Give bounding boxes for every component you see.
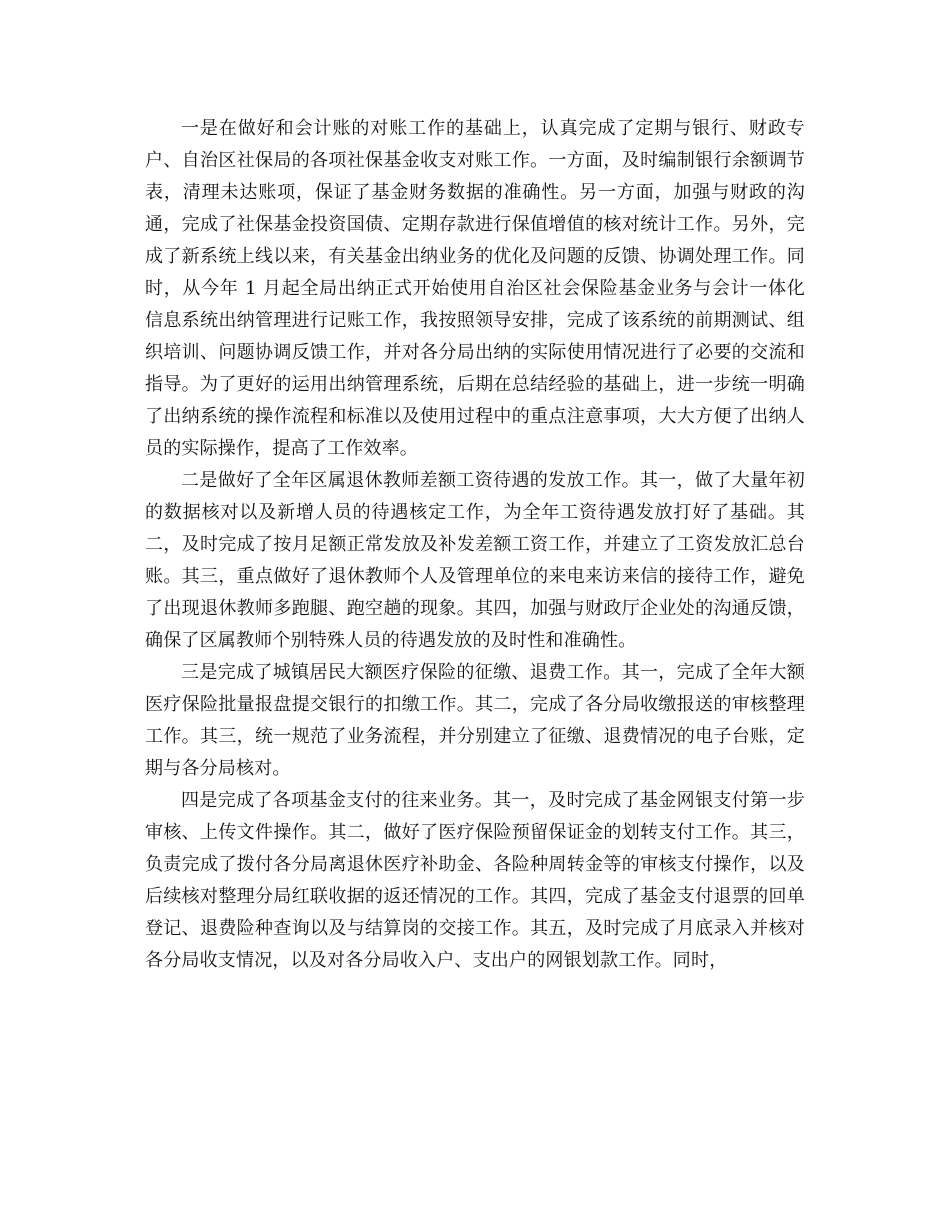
document-page	[145, 113, 805, 977]
paragraph-2: 二是做好了全年区属退休教师差额工资待遇的发放工作。其一，做了大量年初的数据核对以及新增人员的待遇核定工作，为全年工资待遇发放打好了基础。其二，及时完成了按月足额正常发放及补发差额工资工作，并建立了工资发放汇总台账。其三，重点做好了退休教师个人及管理单位的来电来访来信的接待工作，避免了出现退休教师多跑腿、跑空趟的现象。其四，加强与财政厅企业处的沟通反馈，确保了区属教师个别特殊人员的待遇发放的及时性和准确性。	[145, 470, 805, 651]
paragraph-3: 三是完成了城镇居民大额医疗保险的征缴、退费工作。其一，完成了全年大额医疗保险批量报盘提交银行的扣缴工作。其二，完成了各分局收缴报送的审核整理工作。其三，统一规范了业务流程，并分别建立了征缴、退费情况的电子台账，定期与各分局核对。	[145, 662, 805, 779]
paragraph-4: 四是完成了各项基金支付的往来业务。其一，及时完成了基金网银支付第一步审核、上传文件操作。其二，做好了医疗保险预留保证金的划转支付工作。其三，负责完成了拨付各分局离退休医疗补助金、各险种周转金等的审核支付操作，以及后续核对整理分局红联收据的返还情况的工作。其四，完成了基金支付退票的回单登记、退费险种查询以及与结算岗的交接工作。其五，及时完成了月底录入并核对各分局收支情况，以及对各分局收入户、支出户的网银划款工作。同时，	[145, 790, 805, 971]
paragraph-1: 一是在做好和会计账的对账工作的基础上，认真完成了定期与银行、财政专户、自治区社保局的各项社保基金收支对账工作。一方面，及时编制银行余额调节表，清理未达账项，保证了基金财务数据的准确性。另一方面，加强与财政的沟通，完成了社保基金投资国债、定期存款进行保值增值的核对统计工作。另外，完成了新系统上线以来，有关基金出纳业务的优化及问题的反馈、协调处理工作。同时，从今年 1 月起全局出纳正式开始使用自治区社会保险基金业务与会计一体化信息系统出纳管理进行记账工作，我按照领导安排，完成了该系统的前期测试、组织培训、问题协调反馈工作，并对各分局出纳的实际使用情况进行了必要的交流和指导。为了更好的运用出纳管理系统，后期在总结经验的基础上，进一步统一明确了出纳系统的操作流程和标准以及使用过程中的重点注意事项，大大方便了出纳人员的实际操作，提高了工作效率。	[145, 118, 805, 459]
